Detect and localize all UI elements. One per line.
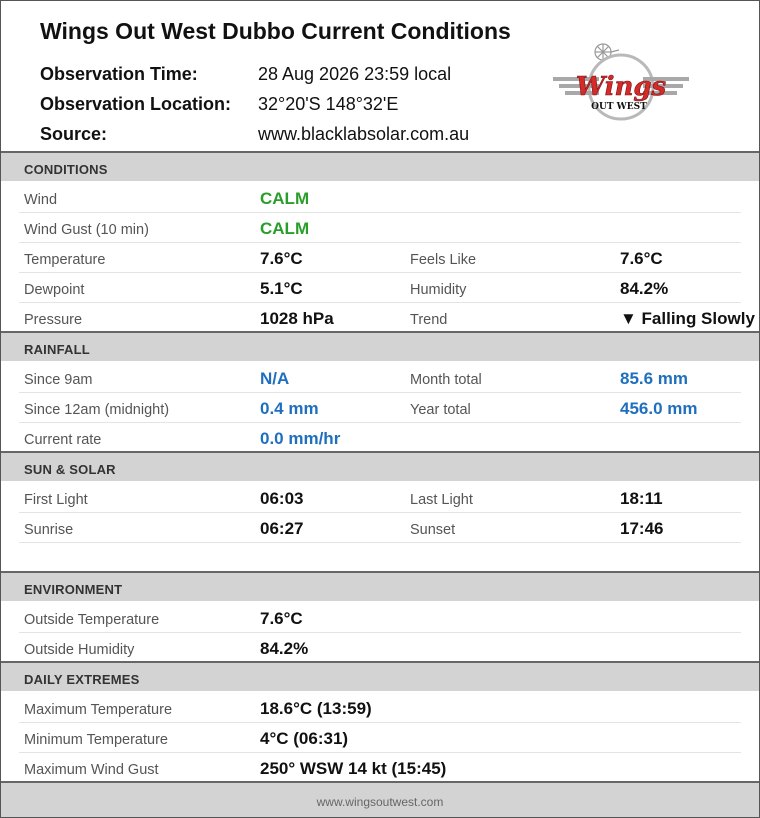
trend-label: Trend (410, 312, 448, 328)
since-midnight-label: Since 12am (midnight) (24, 402, 170, 418)
max-temperature-value: 18.6°C (13:59) (260, 699, 372, 718)
current-rate-value: 0.0 mm/hr (260, 429, 341, 448)
outside-humidity-label: Outside Humidity (24, 642, 135, 658)
temperature-label: Temperature (24, 252, 106, 268)
table-row (1, 693, 759, 723)
min-temperature-label: Minimum Temperature (24, 732, 168, 748)
year-total-label: Year total (410, 402, 471, 418)
humidity-label: Humidity (410, 282, 467, 298)
section-title: CONDITIONS (24, 162, 108, 177)
year-total-value: 456.0 mm (620, 399, 698, 418)
observation-location-value: 32°20'S 148°32'E (258, 94, 399, 114)
table-row (1, 513, 759, 543)
since-midnight-value: 0.4 mm (260, 399, 319, 418)
since-9am-value: N/A (260, 369, 290, 388)
observation-time-label: Observation Time: (40, 64, 198, 84)
wings-out-west-logo (551, 39, 691, 125)
section-conditions (1, 151, 759, 181)
outside-temperature-value: 7.6°C (260, 609, 303, 628)
section-title: DAILY EXTREMES (24, 672, 140, 687)
last-light-value: 18:11 (620, 489, 663, 508)
last-light-label: Last Light (410, 492, 473, 508)
footer (1, 781, 759, 818)
wind-value: CALM (260, 189, 310, 208)
header (1, 1, 759, 151)
outside-humidity-value: 84.2% (260, 639, 309, 658)
section-title: SUN & SOLAR (24, 462, 116, 477)
wind-label: Wind (24, 192, 58, 208)
table-row (1, 243, 759, 273)
footer-link[interactable]: www.wingsoutwest.com (316, 795, 444, 809)
source-label: Source: (40, 124, 108, 144)
dewpoint-value: 5.1°C (260, 279, 303, 298)
section-daily-extremes (1, 661, 759, 691)
section-title: ENVIRONMENT (24, 582, 123, 597)
first-light-value: 06:03 (260, 489, 304, 508)
max-temperature-label: Maximum Temperature (24, 702, 173, 718)
current-rate-label: Current rate (24, 432, 102, 448)
max-wind-gust-value: 250° WSW 14 kt (15:45) (260, 759, 447, 778)
max-wind-gust-label: Maximum Wind Gust (24, 762, 159, 778)
source-value: www.blacklabsolar.com.au (258, 124, 470, 144)
table-row (1, 303, 759, 333)
trend-value: ▼ Falling Slowly (620, 309, 755, 328)
table-row (1, 633, 759, 663)
pressure-label: Pressure (24, 312, 83, 328)
min-temperature-value: 4°C (06:31) (260, 729, 349, 748)
sunrise-label: Sunrise (24, 522, 74, 538)
temperature-value: 7.6°C (260, 249, 303, 268)
section-title: RAINFALL (24, 342, 90, 357)
pressure-value: 1028 hPa (260, 309, 334, 328)
dewpoint-label: Dewpoint (24, 282, 85, 298)
table-row (1, 483, 759, 513)
table-row (1, 393, 759, 423)
outside-temperature-label: Outside Temperature (24, 612, 160, 628)
sunset-value: 17:46 (620, 519, 664, 538)
feels-like-label: Feels Like (410, 252, 477, 268)
wind-gust-value: CALM (260, 219, 310, 238)
since-9am-label: Since 9am (24, 372, 93, 388)
humidity-value: 84.2% (620, 279, 669, 298)
section-environment (1, 571, 759, 601)
section-sun-solar (1, 451, 759, 481)
wind-gust-label: Wind Gust (10 min) (24, 222, 149, 238)
table-row (1, 723, 759, 753)
table-row (1, 183, 759, 213)
table-row (1, 753, 759, 783)
month-total-label: Month total (410, 372, 482, 388)
logo-text-main: Wings (575, 72, 667, 102)
sunset-label: Sunset (410, 522, 456, 538)
page-title: Wings Out West Dubbo Current Conditions (40, 18, 511, 44)
month-total-value: 85.6 mm (620, 369, 689, 388)
observation-time-value: 28 Aug 2026 23:59 local (258, 64, 452, 84)
feels-like-value: 7.6°C (620, 249, 663, 268)
table-row (1, 363, 759, 393)
section-rainfall (1, 331, 759, 361)
table-row (1, 213, 759, 243)
logo-text-sub: OUT WEST (591, 102, 647, 112)
observation-location-label: Observation Location: (40, 94, 232, 114)
table-row (1, 423, 759, 453)
first-light-label: First Light (24, 492, 88, 508)
table-row (1, 273, 759, 303)
table-row (1, 603, 759, 633)
sunrise-value: 06:27 (260, 519, 304, 538)
